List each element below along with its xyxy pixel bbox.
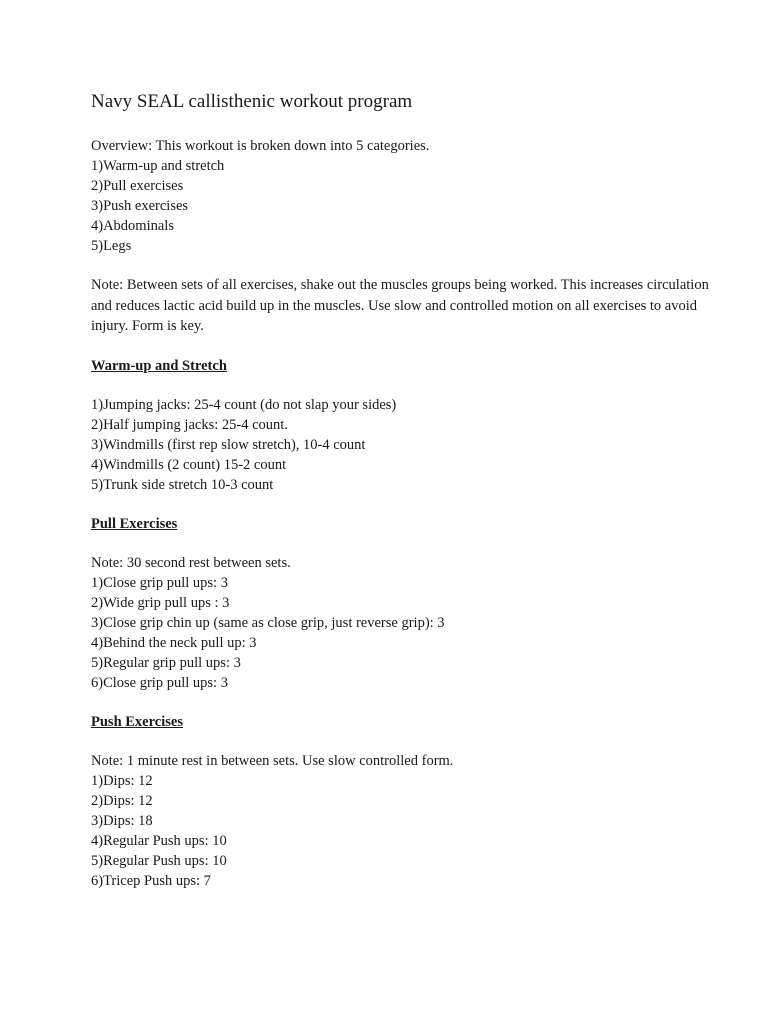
category-item: 1)Warm-up and stretch bbox=[91, 158, 225, 174]
list-item: 2)Half jumping jacks: 25-4 count. bbox=[91, 416, 288, 433]
list-item: 4)Behind the neck pull up: 3 bbox=[91, 634, 257, 651]
list-item: 1)Dips: 12 bbox=[91, 772, 153, 789]
list-item: 2)Dips: 12 bbox=[91, 792, 153, 809]
section-heading-pull: Pull Exercises bbox=[91, 515, 178, 532]
warmup-list bbox=[91, 395, 711, 495]
overview-text: Overview: This workout is broken down into 5 categories. bbox=[91, 138, 430, 154]
list-item: 3)Windmills (first rep slow stretch), 10-4 count bbox=[91, 436, 366, 453]
category-item: 2)Pull exercises bbox=[91, 178, 184, 194]
spacer bbox=[91, 337, 711, 356]
list-item: 3)Dips: 18 bbox=[91, 812, 153, 829]
list-item: 5)Regular grip pull ups: 3 bbox=[91, 654, 241, 671]
section-heading-warmup: Warm-up and Stretch bbox=[91, 357, 227, 374]
list-item: 3)Close grip chin up (same as close grip, just reverse grip): 3 bbox=[91, 614, 445, 631]
spacer bbox=[91, 256, 711, 275]
list-item: 1)Close grip pull ups: 3 bbox=[91, 574, 228, 591]
category-item: 4)Abdominals bbox=[91, 218, 174, 234]
push-list bbox=[91, 771, 711, 891]
document-content bbox=[91, 89, 711, 891]
category-item: 3)Push exercises bbox=[91, 198, 189, 214]
list-item: 6)Close grip pull ups: 3 bbox=[91, 674, 228, 691]
pull-list bbox=[91, 573, 711, 693]
spacer bbox=[91, 376, 711, 395]
category-item: 5)Legs bbox=[91, 238, 132, 254]
list-item: 4)Windmills (2 count) 15-2 count bbox=[91, 456, 287, 473]
list-item: 2)Wide grip pull ups : 3 bbox=[91, 594, 230, 611]
list-item: 6)Tricep Push ups: 7 bbox=[91, 872, 211, 889]
spacer bbox=[91, 534, 711, 553]
list-item: 1)Jumping jacks: 25-4 count (do not slap your sides) bbox=[91, 396, 397, 413]
pull-note: Note: 30 second rest between sets. bbox=[91, 554, 291, 571]
push-note: Note: 1 minute rest in between sets. Use slow controlled form. bbox=[91, 752, 454, 769]
general-note: Note: Between sets of all exercises, shake out the muscles groups being worked. This increases circulation and reduces lactic acid build up in the muscles. Use slow and controlled motion on all exercises to avoid injury. Form is key. bbox=[91, 277, 709, 334]
list-item: 5)Regular Push ups: 10 bbox=[91, 852, 227, 869]
section-heading-push: Push Exercises bbox=[91, 713, 183, 730]
spacer bbox=[91, 495, 711, 514]
spacer bbox=[91, 732, 711, 751]
list-item: 4)Regular Push ups: 10 bbox=[91, 832, 227, 849]
spacer bbox=[91, 693, 711, 712]
document-title: Navy SEAL callisthenic workout program bbox=[91, 91, 413, 112]
list-item: 5)Trunk side stretch 10-3 count bbox=[91, 476, 274, 493]
category-list bbox=[91, 156, 711, 256]
